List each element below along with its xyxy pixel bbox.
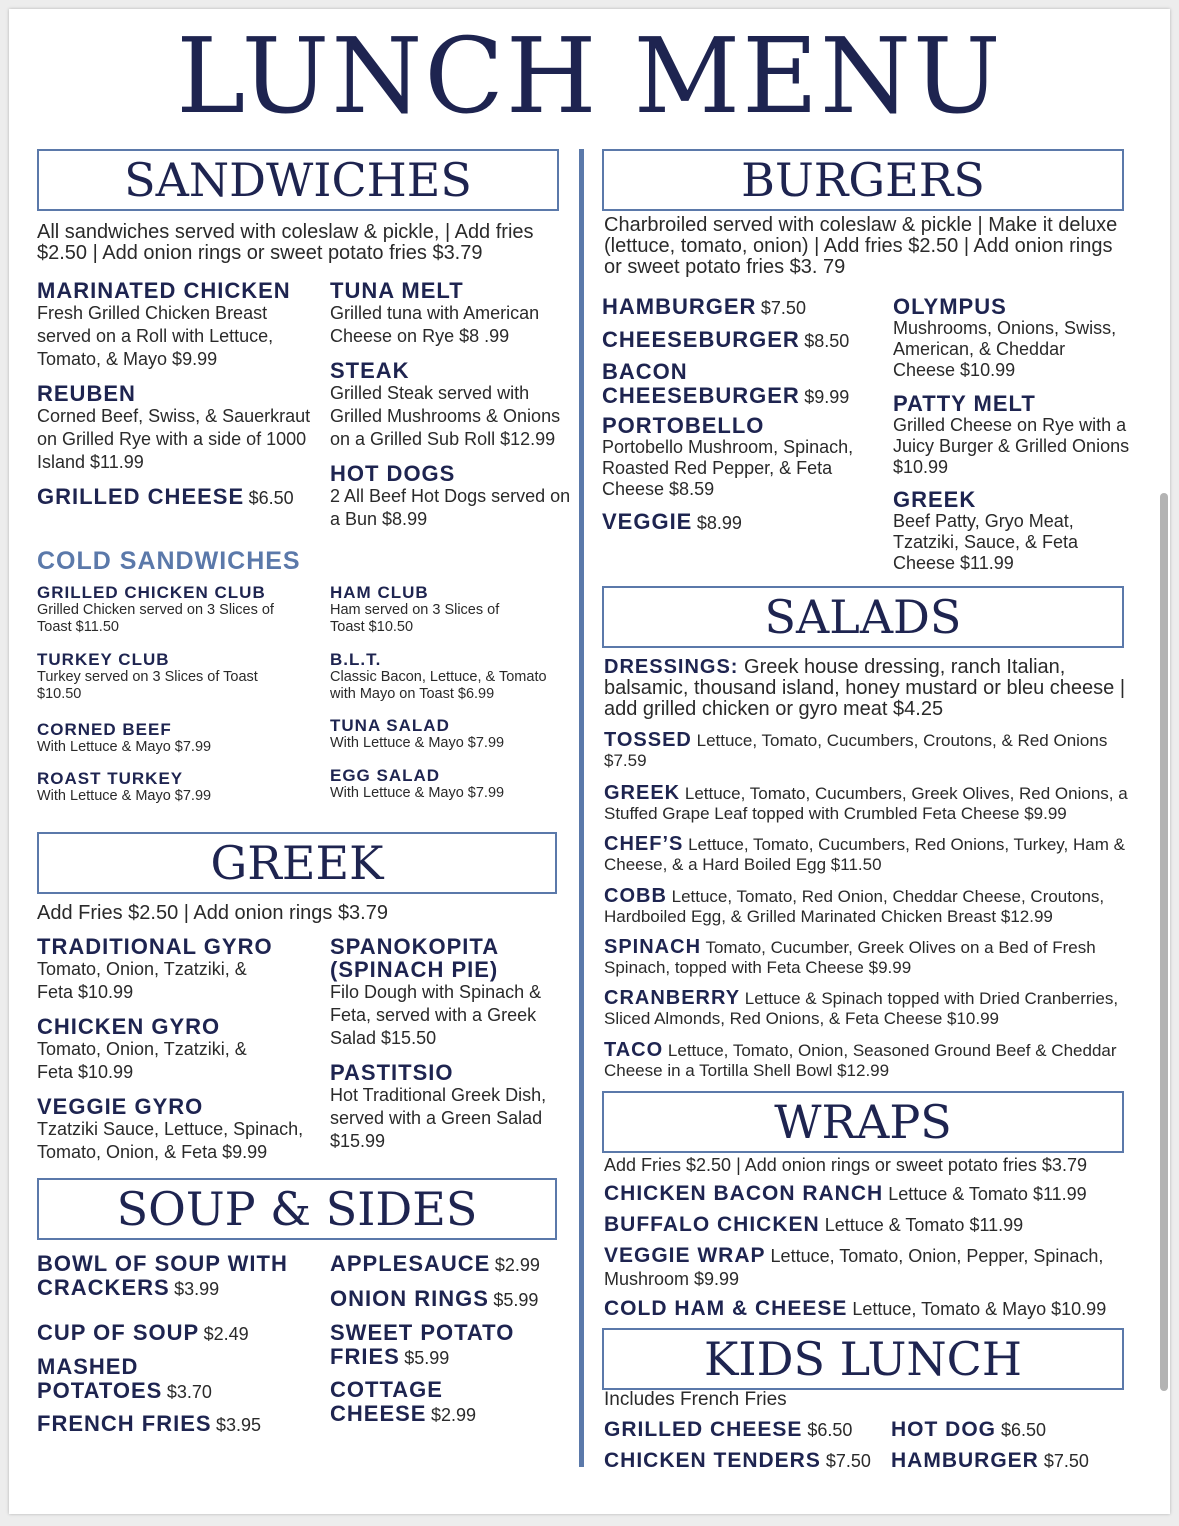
item-price: $3.95 xyxy=(216,1415,262,1435)
item-name: HOT DOGS xyxy=(330,461,456,486)
item-desc: Portobello Mushroom, Spinach, Roasted Red Pepper, & Feta Cheese $8.59 xyxy=(602,437,854,499)
menu-item xyxy=(330,279,578,348)
item-name: STEAK xyxy=(330,358,410,383)
page-title: LUNCH MENU xyxy=(176,15,1003,137)
item-price: $6.50 xyxy=(1001,1420,1047,1440)
item-name: GRILLED CHICKEN CLUB xyxy=(37,583,266,602)
item-price: $2.99 xyxy=(494,1255,540,1275)
item-name: SPINACH xyxy=(604,936,702,958)
menu-item xyxy=(330,651,575,703)
item-name: VEGGIE GYRO xyxy=(37,1094,204,1119)
item-desc: Hot Traditional Greek Dish, served with a Green Salad $15.99 xyxy=(330,1085,547,1151)
item-desc: Lettuce, Tomato, Cucumbers, Red Onions, Turkey, Ham & Cheese, & a Hard Boiled Egg $11.50 xyxy=(604,835,1125,874)
menu-item xyxy=(893,295,1118,381)
item-name: COTTAGE CHEESE xyxy=(330,1377,443,1426)
scrollbar-thumb[interactable] xyxy=(1160,493,1168,1391)
wraps-heading: WRAPS xyxy=(774,1095,952,1149)
item-desc: With Lettuce & Mayo $7.99 xyxy=(37,788,212,804)
item-name: GREEK xyxy=(893,487,977,512)
menu-item xyxy=(37,1412,322,1436)
menu-item xyxy=(604,1040,1154,1081)
item-price: $3.70 xyxy=(166,1382,212,1402)
item-desc: Grilled tuna with American Cheese on Rye $8 .99 xyxy=(330,303,540,346)
menu-item xyxy=(602,510,887,534)
menu-item xyxy=(330,1378,500,1426)
menu-item xyxy=(37,584,297,636)
item-price: $6.50 xyxy=(807,1420,853,1440)
menu-item xyxy=(604,783,1154,824)
item-desc: Lettuce, Tomato, Onion, Pepper, Spinach, Mushroom $9.99 xyxy=(604,1246,1104,1289)
menu-item xyxy=(604,730,1154,771)
menu-item xyxy=(604,1213,1154,1237)
item-name: TACO xyxy=(604,1039,664,1061)
column-divider xyxy=(579,149,584,1467)
item-desc: Grilled Chicken served on 3 Slices of Toast $11.50 xyxy=(37,602,274,635)
menu-item xyxy=(604,1418,889,1442)
menu-item xyxy=(602,414,887,500)
menu-item xyxy=(330,462,578,531)
item-name: TUNA MELT xyxy=(330,278,464,303)
menu-item xyxy=(604,937,1154,978)
menu-item xyxy=(893,488,1103,574)
menu-item xyxy=(330,359,578,451)
menu-item xyxy=(604,1449,889,1473)
item-price: $7.50 xyxy=(1043,1451,1089,1471)
item-name: CHICKEN TENDERS xyxy=(604,1449,821,1472)
item-price: $5.99 xyxy=(493,1290,539,1310)
sandwiches-intro: All sandwiches served with coleslaw & pickle, | Add fries $2.50 | Add onion rings or sweet potato fries $3.79 xyxy=(37,221,534,264)
menu-item xyxy=(604,886,1154,927)
menu-item xyxy=(893,392,1133,478)
item-name: EGG SALAD xyxy=(330,766,441,785)
menu-item xyxy=(37,770,297,805)
item-name: HAMBURGER xyxy=(891,1449,1039,1472)
menu-item xyxy=(37,935,322,1004)
burgers-heading: BURGERS xyxy=(741,153,985,207)
menu-item xyxy=(330,1321,530,1369)
menu-item xyxy=(37,1355,237,1403)
menu-item xyxy=(37,651,267,703)
menu-item xyxy=(604,1244,1154,1291)
item-name: TOSSED xyxy=(604,729,692,751)
wraps-heading-box xyxy=(602,1091,1124,1153)
item-desc: With Lettuce & Mayo $7.99 xyxy=(330,785,505,801)
item-name: VEGGIE WRAP xyxy=(604,1244,766,1267)
burgers-heading-box xyxy=(602,149,1124,211)
item-desc: 2 All Beef Hot Dogs served on a Bun $8.99 xyxy=(330,486,571,529)
item-desc: Tomato, Onion, Tzatziki, & Feta $10.99 xyxy=(37,1039,247,1082)
item-desc: Turkey served on 3 Slices of Toast $10.50 xyxy=(37,669,258,702)
item-price: $2.99 xyxy=(430,1405,476,1425)
salads-heading-box xyxy=(602,586,1124,648)
item-name: APPLESAUCE xyxy=(330,1251,491,1276)
sandwiches-heading: SANDWICHES xyxy=(124,153,472,207)
item-name: VEGGIE xyxy=(602,509,693,534)
item-desc: Tomato, Onion, Tzatziki, & Feta $10.99 xyxy=(37,959,247,1002)
greek-heading: GREEK xyxy=(210,836,384,890)
item-name: BOWL OF SOUP WITH CRACKERS xyxy=(37,1251,288,1300)
menu-item xyxy=(604,1182,1154,1206)
dressings-label: DRESSINGS: xyxy=(604,656,739,678)
menu-item xyxy=(330,717,575,752)
item-name: CHEF’S xyxy=(604,833,684,855)
dressings-text: Greek house dressing, ranch Italian, balsamic, thousand island, honey mustard or bleu cheese | add grilled chicken or gyro meat $4.25 xyxy=(604,656,1126,720)
item-name: ROAST TURKEY xyxy=(37,769,184,788)
menu-item xyxy=(604,988,1154,1029)
item-name: TUNA SALAD xyxy=(330,716,450,735)
burgers-intro: Charbroiled served with coleslaw & pickle | Make it deluxe (lettuce, tomato, onion) | Add fries $2.50 | Add onion rings or sweet potato fries $3. 79 xyxy=(604,214,1118,278)
item-name: GRILLED CHEESE xyxy=(604,1418,803,1441)
menu-item xyxy=(602,328,887,352)
menu-item xyxy=(37,1015,322,1084)
soup-sides-heading: SOUP & SIDES xyxy=(116,1182,478,1236)
item-name: TRADITIONAL GYRO xyxy=(37,934,273,959)
menu-item xyxy=(330,584,520,636)
item-price: $3.99 xyxy=(174,1279,220,1299)
item-desc: Ham served on 3 Slices of Toast $10.50 xyxy=(330,602,500,635)
item-name: TURKEY CLUB xyxy=(37,650,170,669)
item-name: MARINATED CHICKEN xyxy=(37,278,291,303)
cold-sandwiches-heading: COLD SANDWICHES xyxy=(37,547,301,575)
item-name: PATTY MELT xyxy=(893,391,1036,416)
menu-item xyxy=(891,1418,1151,1442)
menu-item xyxy=(37,721,297,756)
menu-item xyxy=(330,1287,575,1311)
menu-item xyxy=(604,1297,1154,1321)
menu-item xyxy=(330,1061,575,1153)
item-desc: Grilled Steak served with Grilled Mushrooms & Onions on a Grilled Sub Roll $12.99 xyxy=(330,383,561,449)
menu-item xyxy=(37,1095,325,1164)
item-desc: Grilled Cheese on Rye with a Juicy Burger & Grilled Onions $10.99 xyxy=(893,415,1130,477)
item-name: CORNED BEEF xyxy=(37,720,172,739)
item-desc: With Lettuce & Mayo $7.99 xyxy=(330,735,505,751)
sandwiches-heading-box xyxy=(37,149,559,211)
item-price: $8.50 xyxy=(804,331,850,351)
item-desc: With Lettuce & Mayo $7.99 xyxy=(37,739,212,755)
salad-dressings xyxy=(604,657,1154,720)
menu-item xyxy=(604,834,1154,875)
item-name: PORTOBELLO xyxy=(602,413,765,438)
kids-lunch-heading: KIDS LUNCH xyxy=(704,1332,1022,1386)
item-name: BUFFALO CHICKEN xyxy=(604,1213,820,1236)
item-price: $7.50 xyxy=(760,298,806,318)
item-name: REUBEN xyxy=(37,381,136,406)
item-desc: Lettuce, Tomato, Onion, Seasoned Ground Beef & Cheddar Cheese in a Tortilla Shell Bowl $12.99 xyxy=(604,1041,1117,1080)
wraps-intro: Add Fries $2.50 | Add onion rings or sweet potato fries $3.79 xyxy=(604,1155,1087,1175)
item-name: CUP OF SOUP xyxy=(37,1320,200,1345)
menu-item xyxy=(891,1449,1151,1473)
greek-intro: Add Fries $2.50 | Add onion rings $3.79 xyxy=(37,902,388,924)
item-price: $9.99 xyxy=(804,387,850,407)
item-desc: Lettuce & Spinach topped with Dried Cranberries, Sliced Almonds, Red Onions, & Feta Cheese $10.99 xyxy=(604,989,1119,1028)
item-price: $7.50 xyxy=(825,1451,871,1471)
item-desc: Fresh Grilled Chicken Breast served on a Roll with Lettuce, Tomato, & Mayo $9.99 xyxy=(37,303,274,369)
item-name: HAM CLUB xyxy=(330,583,429,602)
kids-lunch-heading-box xyxy=(602,1328,1124,1390)
kids-intro: Includes French Fries xyxy=(604,1389,787,1410)
menu-item xyxy=(37,1252,312,1300)
item-name: OLYMPUS xyxy=(893,294,1007,319)
salads-heading: SALADS xyxy=(764,590,962,644)
item-desc: Lettuce, Tomato & Mayo $10.99 xyxy=(852,1299,1107,1319)
item-desc: Filo Dough with Spinach & Feta, served with a Greek Salad $15.50 xyxy=(330,982,542,1048)
menu-item xyxy=(602,295,887,319)
greek-heading-box xyxy=(37,832,557,894)
item-name: CHEESEBURGER xyxy=(602,327,800,352)
item-desc: Corned Beef, Swiss, & Sauerkraut on Grilled Rye with a side of 1000 Island $11.99 xyxy=(37,406,311,472)
item-name: B.L.T. xyxy=(330,650,382,669)
item-name: GREEK xyxy=(604,782,681,804)
item-desc: Lettuce & Tomato $11.99 xyxy=(888,1184,1087,1204)
menu-item xyxy=(330,1252,575,1276)
item-desc: Tzatziki Sauce, Lettuce, Spinach, Tomato, Onion, & Feta $9.99 xyxy=(37,1119,304,1162)
item-name: HAMBURGER xyxy=(602,294,757,319)
item-name: GRILLED CHEESE xyxy=(37,484,245,509)
item-name: CHICKEN GYRO xyxy=(37,1014,221,1039)
item-name: FRENCH FRIES xyxy=(37,1411,212,1436)
menu-item xyxy=(37,279,322,371)
item-desc: Tomato, Cucumber, Greek Olives on a Bed of Fresh Spinach, topped with Feta Cheese $9.99 xyxy=(604,938,1096,977)
item-desc: Lettuce, Tomato, Cucumbers, Greek Olives, Red Onions, a Stuffed Grape Leaf topped with Crumbled Feta Cheese $9.99 xyxy=(604,784,1128,823)
item-price: $5.99 xyxy=(404,1348,450,1368)
item-desc: Classic Bacon, Lettuce, & Tomato with Mayo on Toast $6.99 xyxy=(330,669,547,702)
menu-item xyxy=(37,382,322,474)
item-name: BACON CHEESEBURGER xyxy=(602,359,800,408)
item-name: COBB xyxy=(604,885,667,907)
item-name: CHICKEN BACON RANCH xyxy=(604,1182,884,1205)
item-desc: Lettuce, Tomato, Cucumbers, Croutons, & Red Onions $7.59 xyxy=(604,731,1108,770)
item-desc: Lettuce, Tomato, Red Onion, Cheddar Cheese, Croutons, Hardboiled Egg, & Grilled Marinated Chicken Breast $12.99 xyxy=(604,887,1105,926)
item-price: $8.99 xyxy=(696,513,742,533)
menu-item xyxy=(602,360,857,408)
soup-sides-heading-box xyxy=(37,1178,557,1240)
menu-item xyxy=(330,935,565,1050)
item-desc: Beef Patty, Gryo Meat, Tzatziki, Sauce, & Feta Cheese $11.99 xyxy=(893,511,1079,573)
item-name: MASHED POTATOES xyxy=(37,1354,163,1403)
item-name: SWEET POTATO FRIES xyxy=(330,1320,515,1369)
item-name: HOT DOG xyxy=(891,1418,996,1441)
item-name: CRANBERRY xyxy=(604,987,741,1009)
item-name: COLD HAM & CHEESE xyxy=(604,1297,848,1320)
menu-item xyxy=(37,1321,322,1345)
item-name: ONION RINGS xyxy=(330,1286,489,1311)
item-price: $6.50 xyxy=(248,488,294,508)
item-desc: Mushrooms, Onions, Swiss, American, & Cheddar Cheese $10.99 xyxy=(893,318,1117,380)
item-desc: Lettuce & Tomato $11.99 xyxy=(824,1215,1024,1235)
item-name: SPANOKOPITA (SPINACH PIE) xyxy=(330,934,499,982)
menu-item xyxy=(330,767,575,802)
item-price: $2.49 xyxy=(203,1324,249,1344)
item-name: PASTITSIO xyxy=(330,1060,454,1085)
menu-item xyxy=(37,485,322,509)
